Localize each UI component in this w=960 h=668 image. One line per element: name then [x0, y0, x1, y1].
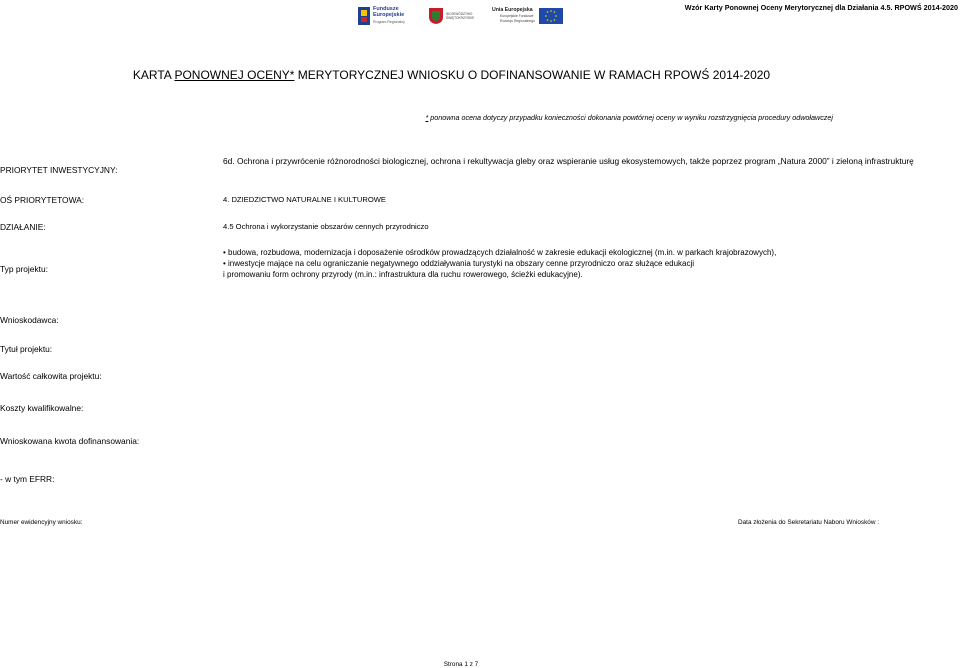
unia-europejska-logo — [492, 5, 564, 27]
title-part2: MERYTORYCZNEJ WNIOSKU O DOFINANSOWANIE W RAMACH RPOWŚ 2014-2020 — [294, 68, 771, 82]
footnote-text: ponowna ocena dotyczy przypadku konieczności dokonania powtórnej oceny w wyniku rozstrzygnięcia procedury odwoławczej — [428, 113, 833, 122]
typ-projektu-line3: i promowaniu form ochrony przyrody (m.in.: infrastruktura dla ruchu rowerowego, ścieżki edukacyjne). — [223, 270, 583, 279]
wojewodztwo-logo — [428, 5, 478, 27]
numer-ewidencyjny-label: Numer ewidencyjny wniosku: — [0, 519, 83, 526]
koszty-kwalifikowalne-label: Koszty kwalifikowalne: — [0, 403, 84, 413]
os-priorytetowa-label: OŚ PRIORYTETOWA: — [0, 195, 85, 205]
fe-logo-text: Fundusze Europejskie — [373, 6, 405, 18]
fundusze-europejskie-logo — [357, 5, 417, 27]
fe-logo-subtext: Program Regionalny — [373, 20, 405, 24]
priorytet-label: PRIORYTET INWESTYCYJNY: — [0, 165, 118, 175]
dzialanie-value: 4.5 Ochrona i wykorzystanie obszarów cennych przyrodniczo — [223, 222, 429, 231]
dzialanie-label: DZIAŁANIE: — [0, 222, 46, 232]
efrr-label: - w tym EFRR: — [0, 474, 55, 484]
ue-logo-sub2: Rozwoju Regionalnego — [500, 19, 535, 23]
page-number: Strona 1 z 7 — [443, 661, 479, 668]
eu-flag-icon — [539, 8, 563, 24]
data-zlozenia-label: Data złożenia do Sekretariatu Naboru Wniosków : — [738, 519, 880, 526]
title-part1: KARTA — [132, 68, 175, 82]
title-underlined: PONOWNEJ OCENY* — [174, 68, 295, 82]
running-header: Wzór Karty Ponownej Oceny Merytorycznej dla Działania 4.5. RPOWŚ 2014-2020 — [684, 3, 958, 12]
typ-projektu-line2: • inwestycje mające na celu ograniczanie negatywnego oddziaływania turystyki na obszary cenne przyrodniczo oraz służące edukacji — [223, 259, 695, 268]
page-title — [0, 68, 903, 82]
ue-logo-text: Unia Europejska — [492, 7, 533, 13]
ue-logo-sub1: Europejskie Fundusze — [500, 14, 534, 18]
footnote-star: * — [425, 113, 429, 122]
wartosc-calkowita-label: Wartość całkowita projektu: — [0, 371, 102, 381]
woj-logo-text: WOJEWÓDZTWO ŚWIĘTOKRZYSKIE — [446, 12, 475, 20]
wnioskowana-kwota-label: Wnioskowana kwota dofinansowania: — [0, 436, 140, 446]
typ-projektu-line1: • budowa, rozbudowa, modernizacja i doposażenie ośrodków prowadzących działalność w zakresie edukacji ekologicznej (m.in. w parkach krajobrazowych), — [223, 248, 777, 257]
fe-star-icon — [357, 6, 371, 26]
os-priorytetowa-value: 4. DZIEDZICTWO NATURALNE I KULTUROWE — [223, 195, 386, 204]
coat-of-arms-icon — [428, 7, 444, 25]
wnioskodawca-label: Wnioskodawca: — [0, 315, 59, 325]
typ-projektu-label: Typ projektu: — [0, 264, 48, 274]
tytul-projektu-label: Tytuł projektu: — [0, 344, 53, 354]
priorytet-value: 6d. Ochrona i przywrócenie różnorodności biologicznej, ochrona i rekultywacja gleby oraz wspieranie usług ekosystemowych, także poprzez program „Natura 2000” i zieloną infrastrukturę — [223, 156, 914, 166]
footnote — [425, 113, 833, 122]
